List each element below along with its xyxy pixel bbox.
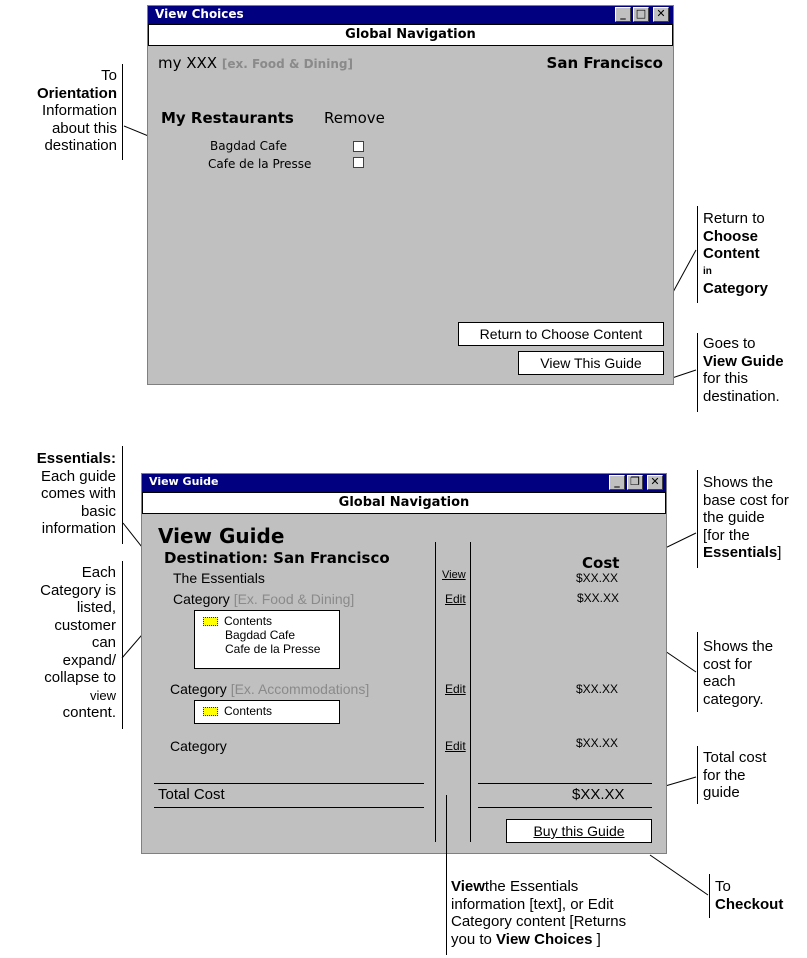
annotation-total-cost — [703, 749, 803, 802]
contents-label: Contents — [224, 614, 273, 628]
destination-label: Destination: San Francisco — [164, 549, 390, 567]
remove-checkbox[interactable] — [353, 157, 364, 168]
page-heading: View Guide — [158, 524, 285, 548]
annotation-text: guide — [703, 784, 740, 801]
list-heading: My Restaurants — [161, 109, 294, 127]
category-example: [Ex. Food & Dining] — [233, 591, 355, 607]
annotation-text: information — [41, 520, 116, 537]
annotation-text: basic — [80, 502, 116, 520]
buy-this-guide-button[interactable] — [506, 819, 652, 843]
annotation-text: in — [703, 265, 712, 277]
annotation-text: Each guide — [40, 467, 116, 485]
annotation-text: View Guide — [703, 352, 784, 370]
annotation-text: Category content [Returns — [451, 913, 627, 930]
annotation-text: Total cost — [703, 749, 767, 766]
annotation-bracket — [122, 561, 123, 729]
annotation-text: destination — [44, 137, 117, 154]
annotation-orientation — [10, 67, 117, 155]
annotation-text: Essentials — [703, 544, 778, 561]
annotation-text: Checkout — [715, 895, 784, 913]
category-label[interactable]: Category — [173, 591, 230, 607]
annotation-text: base cost for — [703, 491, 789, 509]
annotation-category-cost — [703, 638, 803, 708]
close-button[interactable]: ✕ — [653, 7, 669, 22]
annotation-text — [451, 878, 671, 896]
maximize-button[interactable]: □ — [633, 7, 649, 22]
annotation-bracket — [697, 206, 698, 303]
edit-link[interactable]: Edit — [445, 739, 466, 753]
category-contents-expanded — [194, 610, 340, 669]
annotation-text: [for the — [703, 526, 750, 544]
contents-item: Cafe de la Presse — [225, 642, 321, 656]
annotation-text — [451, 931, 671, 949]
annotation-text: Essentials: — [36, 450, 116, 467]
annotation-essentials — [4, 450, 116, 538]
annotation-text: Orientation — [36, 84, 117, 102]
annotation-text: Shows the — [703, 638, 774, 655]
global-navigation-bar[interactable]: Global Navigation — [142, 492, 666, 514]
annotation-text: for this — [703, 370, 749, 387]
annotation-text: cost for — [703, 655, 753, 673]
total-rule — [154, 783, 424, 784]
my-label: my XXX — [158, 54, 218, 72]
annotation-text: the Essentials — [484, 878, 579, 895]
annotation-text: Content — [703, 245, 760, 262]
contents-toggle[interactable] — [203, 614, 339, 628]
annotation-text: View — [451, 878, 485, 895]
annotation-text: information [text], or Edit — [451, 895, 614, 913]
cost-header: Cost — [582, 554, 620, 572]
annotation-text: view — [89, 687, 116, 703]
category-row-label — [170, 738, 227, 754]
list-item: Bagdad Cafe — [210, 139, 287, 153]
annotation-text: listed, — [76, 599, 116, 616]
annotation-text: you to — [451, 930, 492, 948]
annotation-text: each — [703, 673, 736, 690]
annotation-text: Return to — [703, 210, 765, 227]
column-divider — [470, 542, 471, 842]
annotation-text: category. — [703, 690, 764, 708]
city-label: San Francisco — [546, 54, 663, 72]
total-cost-value: $XX.XX — [572, 786, 625, 803]
annotation-text: for the — [703, 766, 746, 784]
annotation-each-category — [4, 564, 116, 722]
window-title: View Guide — [149, 475, 219, 488]
category-cost: $XX.XX — [576, 682, 619, 696]
annotation-bracket — [122, 64, 123, 160]
remove-column-label: Remove — [324, 109, 385, 127]
category-cost: $XX.XX — [576, 736, 619, 750]
category-label[interactable]: Category — [170, 738, 227, 754]
annotation-bracket — [697, 746, 698, 804]
edit-link[interactable]: Edit — [445, 682, 466, 696]
list-item: Cafe de la Presse — [208, 157, 312, 171]
category-example: [Ex. Accommodations] — [230, 681, 370, 697]
category-contents-collapsed[interactable] — [194, 700, 340, 724]
global-navigation-bar[interactable]: Global Navigation — [148, 24, 673, 46]
annotation-text: about this — [51, 119, 117, 137]
annotation-checkout — [715, 878, 805, 913]
annotation-view-edit — [451, 878, 671, 948]
annotation-text: content. — [62, 704, 116, 721]
annotation-text: expand/ — [62, 651, 116, 669]
column-divider — [435, 542, 436, 842]
annotation-text: To — [715, 878, 731, 895]
annotation-text: Category is — [40, 581, 116, 599]
window-title: View Choices — [155, 7, 244, 21]
annotation-bracket — [709, 874, 710, 918]
annotation-goes-to — [703, 335, 803, 405]
category-row-label — [173, 591, 354, 607]
view-guide-window — [141, 473, 667, 854]
annotation-text: comes with — [40, 485, 116, 502]
window-titlebar — [142, 474, 666, 492]
annotation-text: View Choices — [496, 930, 593, 948]
total-rule — [154, 807, 424, 808]
annotation-text: Each — [81, 564, 116, 581]
annotation-base-cost — [703, 474, 807, 562]
annotation-text — [703, 544, 807, 562]
minimize-button[interactable]: _ — [615, 7, 631, 22]
view-this-guide-button[interactable]: View This Guide — [518, 351, 664, 375]
annotation-return — [703, 210, 803, 297]
annotation-text: To — [101, 67, 117, 84]
annotation-text: Information — [41, 102, 117, 119]
total-rule — [478, 807, 652, 808]
annotation-text: customer — [54, 616, 116, 634]
annotation-text: can — [91, 634, 116, 651]
contents-label: Contents — [224, 704, 273, 718]
total-rule — [478, 783, 652, 784]
my-example: [ex. Food & Dining] — [221, 57, 353, 71]
annotation-text: Category — [703, 279, 769, 297]
annotation-bracket — [697, 632, 698, 712]
folder-icon — [203, 617, 218, 626]
annotation-text: collapse to — [44, 669, 116, 686]
annotation-bracket — [697, 333, 698, 412]
annotation-text: Choose — [703, 227, 759, 245]
annotation-text: Shows the — [703, 474, 774, 491]
annotation-bracket — [122, 446, 123, 544]
annotation-bracket — [446, 795, 447, 955]
edit-link[interactable]: Edit — [445, 592, 466, 606]
essentials-label: The Essentials — [173, 570, 265, 586]
window-titlebar — [148, 6, 673, 24]
annotation-text: destination. — [703, 387, 780, 405]
annotation-text: the guide — [703, 509, 765, 526]
view-choices-window — [147, 5, 674, 385]
annotation-text: ] — [596, 930, 601, 948]
category-cost: $XX.XX — [577, 591, 620, 605]
category-row-label — [170, 681, 369, 697]
my-section-label — [158, 54, 353, 72]
annotation-text: Goes to — [703, 335, 756, 352]
return-to-choose-content-button[interactable]: Return to Choose Content — [458, 322, 664, 346]
buy-button-label: Buy this Guide — [533, 823, 625, 839]
category-label[interactable]: Category — [170, 681, 227, 697]
folder-icon — [203, 707, 218, 716]
view-link[interactable]: View — [442, 569, 466, 581]
contents-item: Bagdad Cafe — [225, 628, 296, 642]
maximize-button[interactable]: ❐ — [627, 475, 643, 490]
essentials-cost: $XX.XX — [576, 571, 619, 585]
annotation-text: ] — [777, 544, 782, 561]
close-button[interactable]: ✕ — [647, 475, 663, 490]
minimize-button[interactable]: _ — [609, 475, 625, 490]
remove-checkbox[interactable] — [353, 141, 364, 152]
total-cost-label: Total Cost — [158, 786, 225, 803]
annotation-bracket — [697, 470, 698, 568]
